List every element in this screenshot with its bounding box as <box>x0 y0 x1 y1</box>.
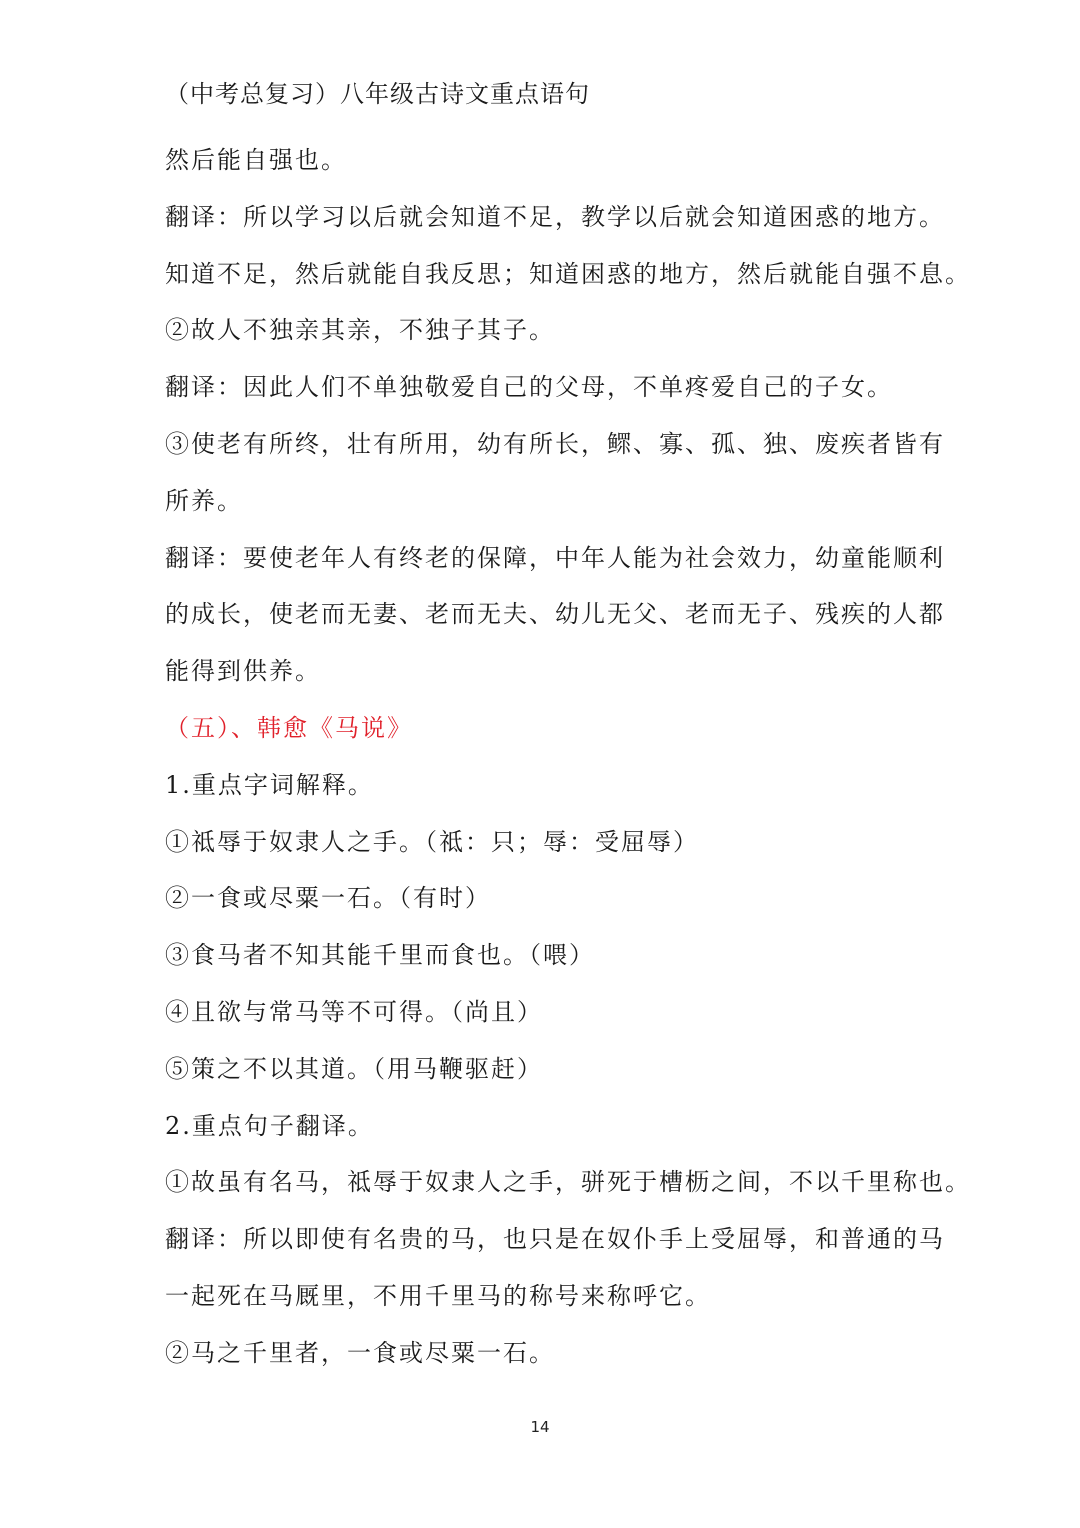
subsection-heading: 1.重点字词解释。 <box>165 770 374 799</box>
vocab-item: ②一食或尽粟一石。（有时） <box>165 884 491 913</box>
page-number: 14 <box>530 1418 550 1436</box>
translation-line: 知道不足，然后就能自我反思；知道困惑的地方，然后就能自强不息。 <box>165 259 971 288</box>
translation-line: 翻译：所以学习以后就会知道不足，教学以后就会知道困惑的地方。 <box>165 202 945 231</box>
text-line: 然后能自强也。 <box>165 146 347 174</box>
vocab-item: ①祗辱于奴隶人之手。（祗：只；辱：受屈辱） <box>165 827 699 856</box>
text-line: ③使老有所终，壮有所用，幼有所长，鳏、寡、孤、独、废疾者皆有 <box>165 429 945 458</box>
translation-line: 的成长，使老而无妻、老而无夫、幼儿无父、老而无子、残疾的人都 <box>165 600 945 629</box>
vocab-item: ④且欲与常马等不可得。（尚且） <box>165 997 543 1026</box>
translation-line: 能得到供养。 <box>165 657 321 686</box>
subsection-heading: 2.重点句子翻译。 <box>165 1111 374 1140</box>
translation-line: 翻译：要使老年人有终老的保障，中年人能为社会效力，幼童能顺利 <box>165 543 945 572</box>
translation-line: 翻译：所以即使有名贵的马，也只是在奴仆手上受屈辱，和普通的马 <box>165 1225 945 1254</box>
document-body <box>165 132 971 1382</box>
page-header: （中考总复习）八年级古诗文重点语句 <box>165 80 590 108</box>
vocab-item: ③食马者不知其能千里而食也。（喂） <box>165 941 595 970</box>
text-line: ①故虽有名马，祗辱于奴隶人之手，骈死于槽枥之间，不以千里称也。 <box>165 1168 971 1197</box>
text-line: ②故人不独亲其亲，不独子其子。 <box>165 316 555 345</box>
section-heading: （五）、韩愈《马说》 <box>165 713 413 742</box>
translation-line: 翻译：因此人们不单独敬爱自己的父母，不单疼爱自己的子女。 <box>165 373 893 402</box>
vocab-item: ⑤策之不以其道。（用马鞭驱赶） <box>165 1054 543 1083</box>
translation-line: 一起死在马厩里，不用千里马的称号来称呼它。 <box>165 1281 711 1310</box>
text-line: ②马之千里者，一食或尽粟一石。 <box>165 1338 555 1367</box>
text-line: 所养。 <box>165 486 243 515</box>
